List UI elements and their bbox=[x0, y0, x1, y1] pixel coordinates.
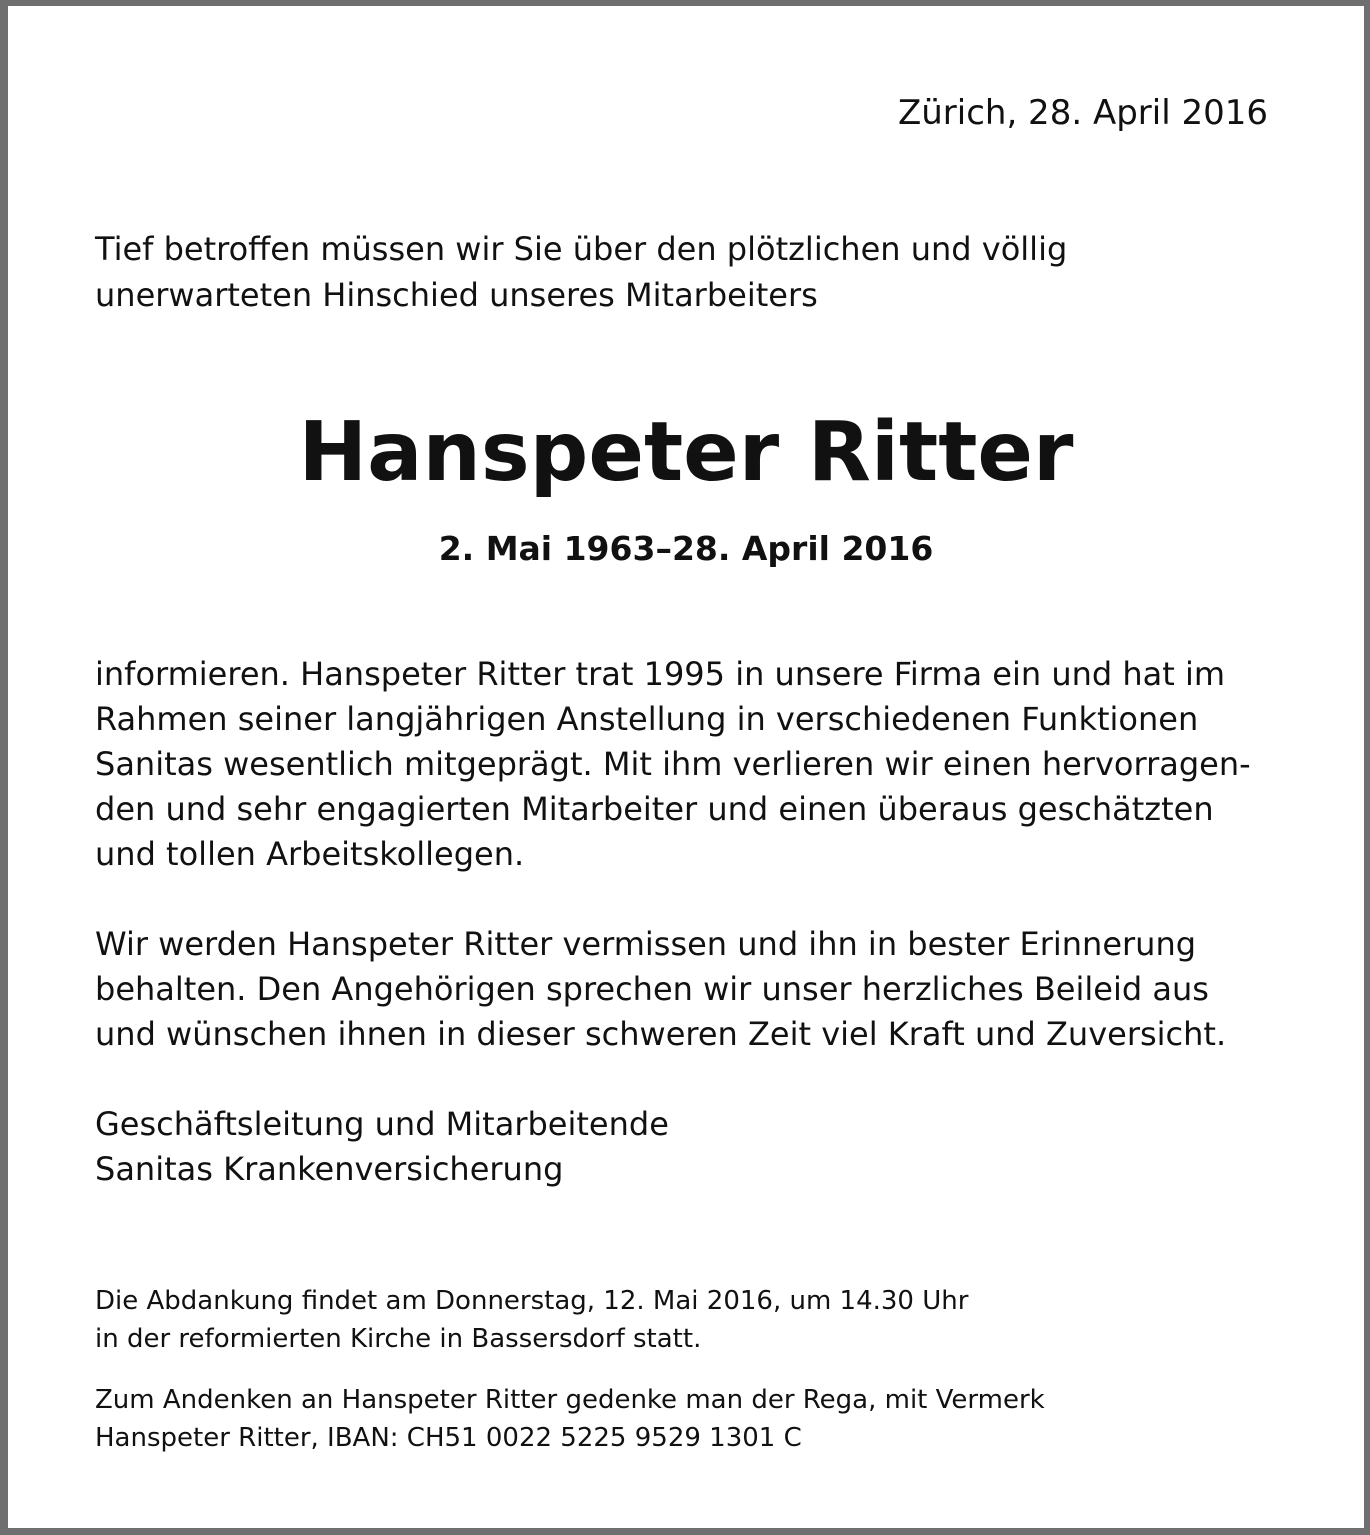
donation-line: Hanspeter Ritter, IBAN: CH51 0022 5225 9529 1301 C bbox=[95, 1423, 802, 1453]
intro-text bbox=[95, 226, 1067, 318]
deceased-name: Hanspeter Ritter bbox=[298, 405, 1074, 500]
donation-line: Zum Andenken an Hanspeter Ritter gedenke man der Rega, mit Vermerk bbox=[95, 1385, 1045, 1415]
place-date: Zürich, 28. April 2016 bbox=[897, 93, 1268, 133]
paragraph-line: Wir werden Hanspeter Ritter vermissen und ihn in bester Erinnerung bbox=[95, 925, 1197, 963]
intro-line: Tief betroffen müssen wir Sie über den plötzlichen und völlig bbox=[95, 230, 1068, 268]
signature-block bbox=[95, 1102, 669, 1192]
paragraph-line: Rahmen seiner langjährigen Anstellung in verschiedenen Funktionen bbox=[95, 700, 1199, 738]
signature-line: Geschäftsleitung und Mitarbeitende bbox=[95, 1105, 669, 1143]
funeral-info bbox=[95, 1282, 968, 1358]
paragraph-line: behalten. Den Angehörigen sprechen wir unser herzliches Beileid aus bbox=[95, 970, 1209, 1008]
paragraph-career bbox=[95, 652, 1251, 877]
signature-line: Sanitas Krankenversicherung bbox=[95, 1150, 564, 1188]
funeral-line: Die Abdankung findet am Donnerstag, 12. Mai 2016, um 14.30 Uhr bbox=[95, 1286, 969, 1316]
paragraph-line: und wünschen ihnen in dieser schweren Zeit viel Kraft und Zuversicht. bbox=[95, 1015, 1227, 1053]
paragraph-condolences bbox=[95, 922, 1226, 1057]
funeral-line: in der reformierten Kirche in Bassersdorf statt. bbox=[95, 1324, 702, 1354]
obituary-notice bbox=[8, 6, 1364, 1528]
paragraph-line: informieren. Hanspeter Ritter trat 1995 in unsere Firma ein und hat im bbox=[95, 655, 1226, 693]
lifespan-dates: 2. Mai 1963–28. April 2016 bbox=[438, 529, 934, 568]
paragraph-line: Sanitas wesentlich mitgeprägt. Mit ihm verlieren wir einen hervorragen- bbox=[95, 745, 1251, 783]
donation-info bbox=[95, 1381, 1045, 1457]
paragraph-line: und tollen Arbeitskollegen. bbox=[95, 835, 525, 873]
paragraph-line: den und sehr engagierten Mitarbeiter und einen überaus geschätzten bbox=[95, 790, 1214, 828]
intro-line: unerwarteten Hinschied unseres Mitarbeiters bbox=[95, 276, 818, 314]
